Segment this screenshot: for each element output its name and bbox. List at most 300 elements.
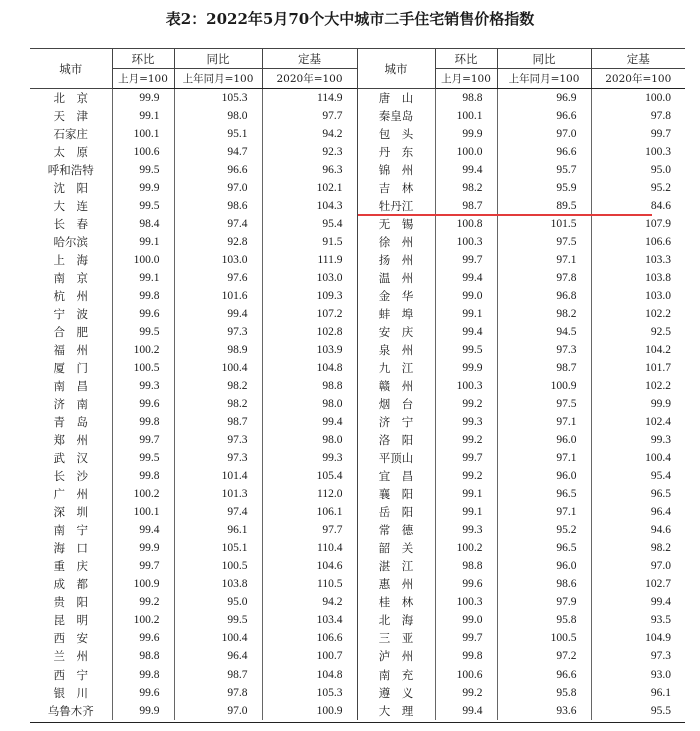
cell-city-right: 三 亚 (357, 629, 435, 647)
cell-dj-left: 98.0 (262, 395, 357, 413)
header-dj-right: 定基 (591, 49, 685, 69)
cell-city-left: 呼和浩特 (47, 163, 94, 178)
cell-dj-left: 112.0 (262, 485, 357, 503)
cell-hb-left: 100.1 (112, 125, 174, 143)
cell-city-right: 赣 州 (357, 377, 435, 395)
cell-hb-left: 100.2 (112, 485, 174, 503)
cell-tb-left: 98.6 (174, 197, 262, 215)
cell-dj-right: 98.2 (591, 539, 685, 557)
cell-hb-right: 99.7 (435, 449, 497, 467)
cell-city-left: 宁 波 (53, 307, 88, 322)
table-row (30, 269, 685, 287)
cell-hb-right: 99.2 (435, 684, 497, 702)
cell-city-left: 长 春 (53, 217, 88, 232)
table-header (30, 49, 685, 89)
cell-hb-left: 99.2 (112, 593, 174, 611)
table-row (30, 413, 685, 431)
highlight-underline (358, 214, 652, 216)
header-tb-right: 同比 (497, 49, 591, 69)
cell-city-right: 宜 昌 (357, 467, 435, 485)
cell-dj-left: 114.9 (262, 89, 357, 108)
cell-city-right: 锦 州 (357, 161, 435, 179)
cell-dj-left: 103.0 (262, 269, 357, 287)
cell-tb-right: 96.6 (497, 107, 591, 125)
cell-dj-right: 102.4 (591, 413, 685, 431)
cell-hb-left: 99.8 (112, 666, 174, 684)
cell-dj-left: 100.9 (262, 702, 357, 720)
cell-city-left: 长 沙 (53, 469, 88, 484)
cell-city-right: 丹 东 (357, 143, 435, 161)
cell-hb-left: 99.5 (112, 323, 174, 341)
cell-dj-left: 109.3 (262, 287, 357, 305)
cell-city-left: 重 庆 (53, 559, 88, 574)
cell-dj-right: 97.8 (591, 107, 685, 125)
cell-hb-right: 99.1 (435, 485, 497, 503)
cell-hb-left: 99.7 (112, 557, 174, 575)
header-dj-sub-left: 2020年=100 (262, 69, 357, 89)
cell-dj-right: 99.7 (591, 125, 685, 143)
cell-tb-right: 89.5 (497, 197, 591, 215)
cell-tb-left: 94.7 (174, 143, 262, 161)
cell-tb-right: 95.7 (497, 161, 591, 179)
cell-dj-right: 100.0 (591, 89, 685, 108)
cell-city-right: 安 庆 (357, 323, 435, 341)
cell-hb-right: 99.3 (435, 413, 497, 431)
table-row (30, 161, 685, 179)
cell-hb-right: 99.6 (435, 575, 497, 593)
cell-hb-left: 99.5 (112, 449, 174, 467)
cell-city-left: 厦 门 (53, 361, 88, 376)
cell-tb-right: 96.5 (497, 539, 591, 557)
cell-tb-right: 97.1 (497, 251, 591, 269)
cell-dj-right: 95.0 (591, 161, 685, 179)
table-row (30, 89, 685, 108)
cell-city-left: 乌鲁木齐 (47, 703, 94, 718)
cell-hb-right: 99.9 (435, 359, 497, 377)
cell-tb-right: 100.5 (497, 629, 591, 647)
cell-city-right: 泉 州 (357, 341, 435, 359)
cell-tb-left: 103.8 (174, 575, 262, 593)
cell-hb-right: 98.8 (435, 89, 497, 108)
header-tb-sub-right: 上年同月=100 (497, 69, 591, 89)
cell-tb-left: 97.6 (174, 269, 262, 287)
cell-hb-left: 98.8 (112, 647, 174, 665)
cell-dj-left: 100.7 (262, 647, 357, 665)
cell-city-right: 吉 林 (357, 179, 435, 197)
cell-tb-right: 96.5 (497, 485, 591, 503)
cell-city-left: 上 海 (53, 253, 88, 268)
table-row (30, 611, 685, 629)
cell-tb-right: 97.5 (497, 395, 591, 413)
cell-dj-left: 98.0 (262, 431, 357, 449)
table-row (30, 107, 685, 125)
cell-hb-right: 99.8 (435, 647, 497, 665)
cell-dj-left: 110.4 (262, 539, 357, 557)
cell-hb-right: 99.0 (435, 611, 497, 629)
cell-dj-right: 104.9 (591, 629, 685, 647)
cell-hb-right: 99.4 (435, 269, 497, 287)
cell-hb-left: 99.5 (112, 197, 174, 215)
cell-tb-left: 97.3 (174, 323, 262, 341)
cell-hb-right: 100.8 (435, 215, 497, 233)
cell-hb-left: 100.2 (112, 341, 174, 359)
cell-hb-right: 100.2 (435, 539, 497, 557)
table-row (30, 323, 685, 341)
cell-hb-left: 100.1 (112, 503, 174, 521)
cell-city-right: 济 宁 (357, 413, 435, 431)
cell-hb-right: 99.1 (435, 305, 497, 323)
cell-city-left: 西 安 (53, 631, 88, 646)
table-row (30, 395, 685, 413)
cell-tb-left: 96.1 (174, 521, 262, 539)
cell-hb-left: 100.6 (112, 143, 174, 161)
cell-city-left: 昆 明 (53, 613, 88, 628)
table-row (30, 341, 685, 359)
cell-hb-left: 99.9 (112, 539, 174, 557)
cell-dj-right: 101.7 (591, 359, 685, 377)
cell-city-right: 无 锡 (357, 215, 435, 233)
table-row (30, 359, 685, 377)
cell-dj-right: 93.0 (591, 666, 685, 684)
table-row (30, 449, 685, 467)
cell-tb-right: 97.1 (497, 503, 591, 521)
cell-hb-left: 99.9 (112, 89, 174, 108)
cell-dj-left: 104.6 (262, 557, 357, 575)
cell-tb-left: 99.4 (174, 305, 262, 323)
cell-dj-right: 92.5 (591, 323, 685, 341)
cell-hb-left: 98.4 (112, 215, 174, 233)
cell-city-right: 遵 义 (357, 684, 435, 702)
cell-tb-left: 101.4 (174, 467, 262, 485)
table-row (30, 666, 685, 684)
cell-dj-left: 92.3 (262, 143, 357, 161)
cell-tb-left: 101.6 (174, 287, 262, 305)
cell-city-right: 烟 台 (357, 395, 435, 413)
cell-city-right: 徐 州 (357, 233, 435, 251)
cell-tb-left: 97.4 (174, 215, 262, 233)
cell-tb-left: 100.4 (174, 359, 262, 377)
cell-hb-right: 99.1 (435, 503, 497, 521)
cell-city-left: 贵 阳 (53, 595, 88, 610)
cell-city-right: 南 充 (357, 666, 435, 684)
cell-dj-right: 103.3 (591, 251, 685, 269)
cell-dj-left: 103.9 (262, 341, 357, 359)
cell-tb-right: 98.2 (497, 305, 591, 323)
cell-hb-left: 99.1 (112, 233, 174, 251)
table-row (30, 431, 685, 449)
table-row (30, 377, 685, 395)
table-row (30, 233, 685, 251)
cell-hb-left: 99.1 (112, 269, 174, 287)
table-row (30, 287, 685, 305)
cell-hb-right: 99.9 (435, 125, 497, 143)
cell-tb-right: 95.9 (497, 179, 591, 197)
cell-city-right: 大 理 (357, 702, 435, 720)
cell-hb-left: 100.2 (112, 611, 174, 629)
cell-dj-right: 84.6 (591, 197, 685, 215)
table-row (30, 485, 685, 503)
cell-tb-left: 97.0 (174, 179, 262, 197)
cell-tb-right: 97.1 (497, 413, 591, 431)
cell-hb-left: 99.4 (112, 521, 174, 539)
table-bottom-rule (30, 722, 685, 723)
table-row (30, 305, 685, 323)
cell-city-right: 常 德 (357, 521, 435, 539)
cell-dj-right: 93.5 (591, 611, 685, 629)
cell-hb-left: 99.9 (112, 179, 174, 197)
cell-dj-right: 103.8 (591, 269, 685, 287)
cell-tb-right: 97.9 (497, 593, 591, 611)
cell-tb-left: 98.9 (174, 341, 262, 359)
cell-dj-left: 111.9 (262, 251, 357, 269)
cell-dj-left: 103.4 (262, 611, 357, 629)
cell-dj-right: 99.3 (591, 431, 685, 449)
cell-city-right: 惠 州 (357, 575, 435, 593)
table-row (30, 251, 685, 269)
cell-tb-left: 96.6 (174, 161, 262, 179)
cell-tb-left: 96.4 (174, 647, 262, 665)
header-tb-sub-left: 上年同月=100 (174, 69, 262, 89)
cell-tb-left: 100.5 (174, 557, 262, 575)
cell-tb-left: 95.0 (174, 593, 262, 611)
cell-tb-right: 95.2 (497, 521, 591, 539)
cell-tb-left: 105.1 (174, 539, 262, 557)
cell-dj-left: 104.8 (262, 666, 357, 684)
cell-tb-right: 97.3 (497, 341, 591, 359)
price-index-table (30, 48, 685, 720)
cell-dj-right: 96.5 (591, 485, 685, 503)
table-row (30, 215, 685, 233)
cell-city-left: 武 汉 (53, 451, 88, 466)
cell-hb-right: 99.2 (435, 467, 497, 485)
table-row (30, 702, 685, 720)
cell-tb-right: 96.6 (497, 143, 591, 161)
cell-dj-left: 110.5 (262, 575, 357, 593)
cell-city-left: 哈尔滨 (53, 235, 88, 250)
cell-hb-left: 99.1 (112, 107, 174, 125)
cell-city-right: 洛 阳 (357, 431, 435, 449)
cell-dj-left: 102.8 (262, 323, 357, 341)
cell-hb-right: 100.0 (435, 143, 497, 161)
cell-hb-left: 99.8 (112, 467, 174, 485)
cell-hb-right: 100.3 (435, 377, 497, 395)
cell-tb-right: 96.8 (497, 287, 591, 305)
cell-hb-left: 99.6 (112, 684, 174, 702)
cell-dj-right: 100.3 (591, 143, 685, 161)
cell-tb-right: 97.8 (497, 269, 591, 287)
cell-hb-left: 99.3 (112, 377, 174, 395)
cell-hb-right: 99.4 (435, 323, 497, 341)
cell-city-right: 蚌 埠 (357, 305, 435, 323)
cell-city-left: 南 京 (53, 271, 88, 286)
cell-city-left: 北 京 (53, 91, 88, 105)
cell-hb-right: 98.8 (435, 557, 497, 575)
cell-hb-right: 100.3 (435, 233, 497, 251)
table-row (30, 629, 685, 647)
cell-tb-right: 93.6 (497, 702, 591, 720)
cell-city-left: 福 州 (53, 343, 88, 358)
cell-dj-right: 102.7 (591, 575, 685, 593)
cell-dj-left: 102.1 (262, 179, 357, 197)
cell-city-left: 深 圳 (53, 505, 88, 520)
cell-hb-left: 99.8 (112, 287, 174, 305)
table-row (30, 521, 685, 539)
cell-tb-left: 97.4 (174, 503, 262, 521)
cell-city-left: 青 岛 (53, 415, 88, 430)
cell-tb-right: 98.6 (497, 575, 591, 593)
cell-dj-right: 95.4 (591, 467, 685, 485)
header-dj-sub-right: 2020年=100 (591, 69, 685, 89)
cell-hb-right: 100.3 (435, 593, 497, 611)
cell-tb-left: 98.2 (174, 395, 262, 413)
cell-city-right: 韶 关 (357, 539, 435, 557)
cell-hb-left: 99.6 (112, 305, 174, 323)
cell-tb-right: 96.0 (497, 557, 591, 575)
cell-dj-right: 102.2 (591, 377, 685, 395)
cell-hb-left: 99.7 (112, 431, 174, 449)
cell-city-left: 杭 州 (53, 289, 88, 304)
cell-hb-right: 99.5 (435, 341, 497, 359)
cell-city-left: 沈 阳 (53, 181, 88, 196)
cell-hb-left: 100.0 (112, 251, 174, 269)
cell-city-right: 岳 阳 (357, 503, 435, 521)
cell-dj-right: 106.6 (591, 233, 685, 251)
table-row (30, 647, 685, 665)
cell-city-right: 九 江 (357, 359, 435, 377)
cell-city-right: 唐 山 (357, 89, 435, 108)
cell-hb-right: 99.4 (435, 702, 497, 720)
table-row (30, 143, 685, 161)
cell-dj-left: 99.3 (262, 449, 357, 467)
cell-tb-left: 103.0 (174, 251, 262, 269)
cell-city-left: 天 津 (53, 109, 88, 124)
cell-tb-left: 101.3 (174, 485, 262, 503)
cell-hb-left: 99.9 (112, 702, 174, 720)
cell-dj-left: 106.6 (262, 629, 357, 647)
table-row (30, 557, 685, 575)
header-city-left: 城市 (30, 49, 112, 89)
cell-dj-right: 95.5 (591, 702, 685, 720)
cell-dj-right: 102.2 (591, 305, 685, 323)
cell-hb-left: 99.8 (112, 413, 174, 431)
cell-dj-left: 94.2 (262, 593, 357, 611)
cell-city-right: 包 头 (357, 125, 435, 143)
cell-dj-left: 97.7 (262, 521, 357, 539)
cell-city-right: 北 海 (357, 611, 435, 629)
table-row (30, 179, 685, 197)
cell-tb-left: 97.3 (174, 431, 262, 449)
header-hb-sub-left: 上月=100 (112, 69, 174, 89)
cell-dj-right: 107.9 (591, 215, 685, 233)
header-city-right: 城市 (357, 49, 435, 89)
cell-hb-right: 99.4 (435, 161, 497, 179)
cell-hb-right: 98.7 (435, 197, 497, 215)
cell-city-right: 平顶山 (357, 449, 435, 467)
cell-city-left: 成 都 (53, 577, 88, 592)
cell-dj-right: 97.3 (591, 647, 685, 665)
cell-city-left: 西 宁 (53, 667, 88, 682)
cell-city-left: 郑 州 (53, 433, 88, 448)
table-row (30, 503, 685, 521)
cell-city-right: 襄 阳 (357, 485, 435, 503)
cell-dj-left: 94.2 (262, 125, 357, 143)
cell-dj-left: 107.2 (262, 305, 357, 323)
cell-hb-right: 100.1 (435, 107, 497, 125)
cell-city-left: 广 州 (53, 487, 88, 502)
cell-city-left: 大 连 (53, 199, 88, 214)
cell-tb-right: 97.1 (497, 449, 591, 467)
cell-city-left: 银 川 (53, 685, 88, 700)
cell-dj-right: 95.2 (591, 179, 685, 197)
cell-hb-right: 99.2 (435, 395, 497, 413)
cell-dj-left: 105.3 (262, 684, 357, 702)
cell-city-right: 泸 州 (357, 647, 435, 665)
cell-tb-left: 92.8 (174, 233, 262, 251)
cell-tb-right: 98.7 (497, 359, 591, 377)
table-row (30, 197, 685, 215)
cell-tb-left: 97.0 (174, 702, 262, 720)
cell-tb-right: 96.0 (497, 467, 591, 485)
cell-city-left: 济 南 (53, 397, 88, 412)
cell-city-right: 温 州 (357, 269, 435, 287)
header-hb-left: 环比 (112, 49, 174, 69)
cell-tb-right: 95.8 (497, 611, 591, 629)
cell-hb-right: 99.7 (435, 251, 497, 269)
cell-dj-right: 99.9 (591, 395, 685, 413)
cell-tb-left: 95.1 (174, 125, 262, 143)
cell-dj-right: 94.6 (591, 521, 685, 539)
cell-tb-right: 97.5 (497, 233, 591, 251)
table-row (30, 575, 685, 593)
cell-hb-right: 99.3 (435, 521, 497, 539)
cell-tb-right: 97.2 (497, 647, 591, 665)
cell-city-left: 海 口 (53, 541, 88, 556)
cell-dj-right: 96.4 (591, 503, 685, 521)
cell-city-left: 南 昌 (53, 379, 88, 394)
cell-city-right: 牡丹江 (357, 197, 435, 215)
cell-city-right: 湛 江 (357, 557, 435, 575)
cell-tb-right: 97.0 (497, 125, 591, 143)
cell-hb-left: 100.9 (112, 575, 174, 593)
cell-hb-left: 99.6 (112, 395, 174, 413)
header-hb-sub-right: 上月=100 (435, 69, 497, 89)
cell-tb-left: 99.5 (174, 611, 262, 629)
cell-hb-right: 99.2 (435, 431, 497, 449)
cell-city-left: 合 肥 (53, 325, 88, 340)
cell-dj-right: 104.2 (591, 341, 685, 359)
cell-dj-left: 105.4 (262, 467, 357, 485)
cell-dj-left: 95.4 (262, 215, 357, 233)
cell-dj-left: 96.3 (262, 161, 357, 179)
cell-hb-left: 99.5 (112, 161, 174, 179)
cell-hb-right: 99.7 (435, 629, 497, 647)
table-title: 表2：2022年5月70个大中城市二手住宅销售价格指数 (165, 10, 535, 28)
cell-tb-right: 96.6 (497, 666, 591, 684)
cell-hb-right: 98.2 (435, 179, 497, 197)
cell-dj-right: 103.0 (591, 287, 685, 305)
cell-city-left: 南 宁 (53, 523, 88, 538)
table-row (30, 467, 685, 485)
cell-hb-left: 100.5 (112, 359, 174, 377)
cell-tb-right: 96.0 (497, 431, 591, 449)
cell-dj-right: 96.1 (591, 684, 685, 702)
cell-tb-left: 98.7 (174, 666, 262, 684)
cell-tb-left: 97.3 (174, 449, 262, 467)
table-row (30, 125, 685, 143)
cell-city-left: 兰 州 (53, 649, 88, 664)
cell-city-right: 金 华 (357, 287, 435, 305)
table-row (30, 539, 685, 557)
